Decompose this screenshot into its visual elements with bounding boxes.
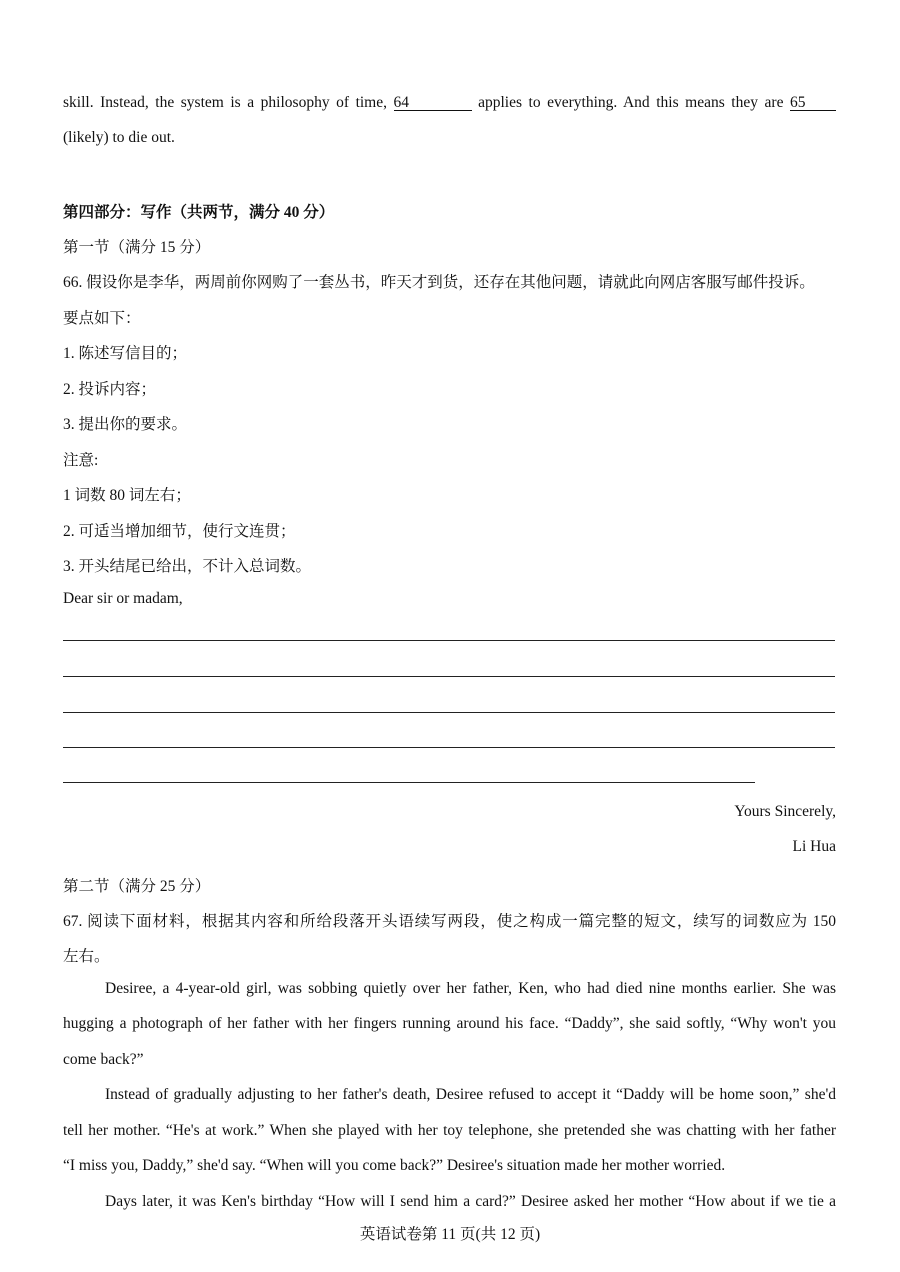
writing-line <box>63 782 755 783</box>
text-line: (likely) to die out. <box>63 129 175 146</box>
passage-line: “I miss you, Daddy,” she'd say. “When will you come back?” Desiree's situation made her mother worried. <box>63 1157 726 1174</box>
letter-signature: Li Hua <box>792 838 836 855</box>
subsection-title: 第一节（满分 15 分） <box>63 239 211 256</box>
text-line: skill. Instead, the system is a philosophy of time, 64 applies to everything. And this means they are 65 <box>63 94 836 112</box>
passage-line: Days later, it was Ken's birthday “How will I send him a card?” Desiree asked her mother “How about if we tie a <box>105 1193 836 1210</box>
passage-line: tell her mother. “He's at work.” When she played with her toy telephone, she pretended she was chatting with her father <box>63 1122 836 1139</box>
note-item: 2. 可适当增加细节，使行文连贯； <box>63 523 296 540</box>
letter-greeting: Dear sir or madam, <box>63 590 183 607</box>
writing-line <box>63 747 835 748</box>
passage-line: Instead of gradually adjusting to her father's death, Desiree refused to accept it “Daddy will be home soon,” she'd <box>105 1086 836 1103</box>
point-item: 1. 陈述写信目的； <box>63 345 188 362</box>
answer-blank-64: 64 <box>394 95 472 111</box>
answer-blank-65: 65 <box>790 95 836 111</box>
writing-line <box>63 640 835 641</box>
question-67-cont: 左右。 <box>63 948 110 965</box>
passage-line: Desiree, a 4-year-old girl, was sobbing quietly over her father, Ken, who had died nine months earlier. She was <box>105 980 836 997</box>
letter-closing: Yours Sincerely, <box>734 803 836 820</box>
point-item: 2. 投诉内容； <box>63 381 157 398</box>
page-footer: 英语试卷第 11 页(共 12 页) <box>359 1226 541 1243</box>
points-title: 要点如下： <box>63 310 141 327</box>
passage-line: come back?” <box>63 1051 144 1068</box>
writing-line <box>63 676 835 677</box>
question-66: 66. 假设你是李华，两周前你网购了一套丛书，昨天才到货，还存在其他问题，请就此向网店客服写邮件投诉。 <box>63 274 815 291</box>
question-67: 67. 阅读下面材料，根据其内容和所给段落开头语续写两段，使之构成一篇完整的短文，续写的词数应为 150 <box>63 913 836 930</box>
section-heading: 第四部分：写作（共两节，满分 40 分） <box>63 204 335 221</box>
subsection-title: 第二节（满分 25 分） <box>63 878 211 895</box>
note-item: 1 词数 80 词左右； <box>63 487 191 504</box>
writing-line <box>63 712 835 713</box>
notes-title: 注意: <box>63 452 99 469</box>
note-item: 3. 开头结尾已给出，不计入总词数。 <box>63 558 312 575</box>
point-item: 3. 提出你的要求。 <box>63 416 188 433</box>
passage-line: hugging a photograph of her father with her fingers running around his face. “Daddy”, she said softly, “Why won't you <box>63 1015 836 1032</box>
